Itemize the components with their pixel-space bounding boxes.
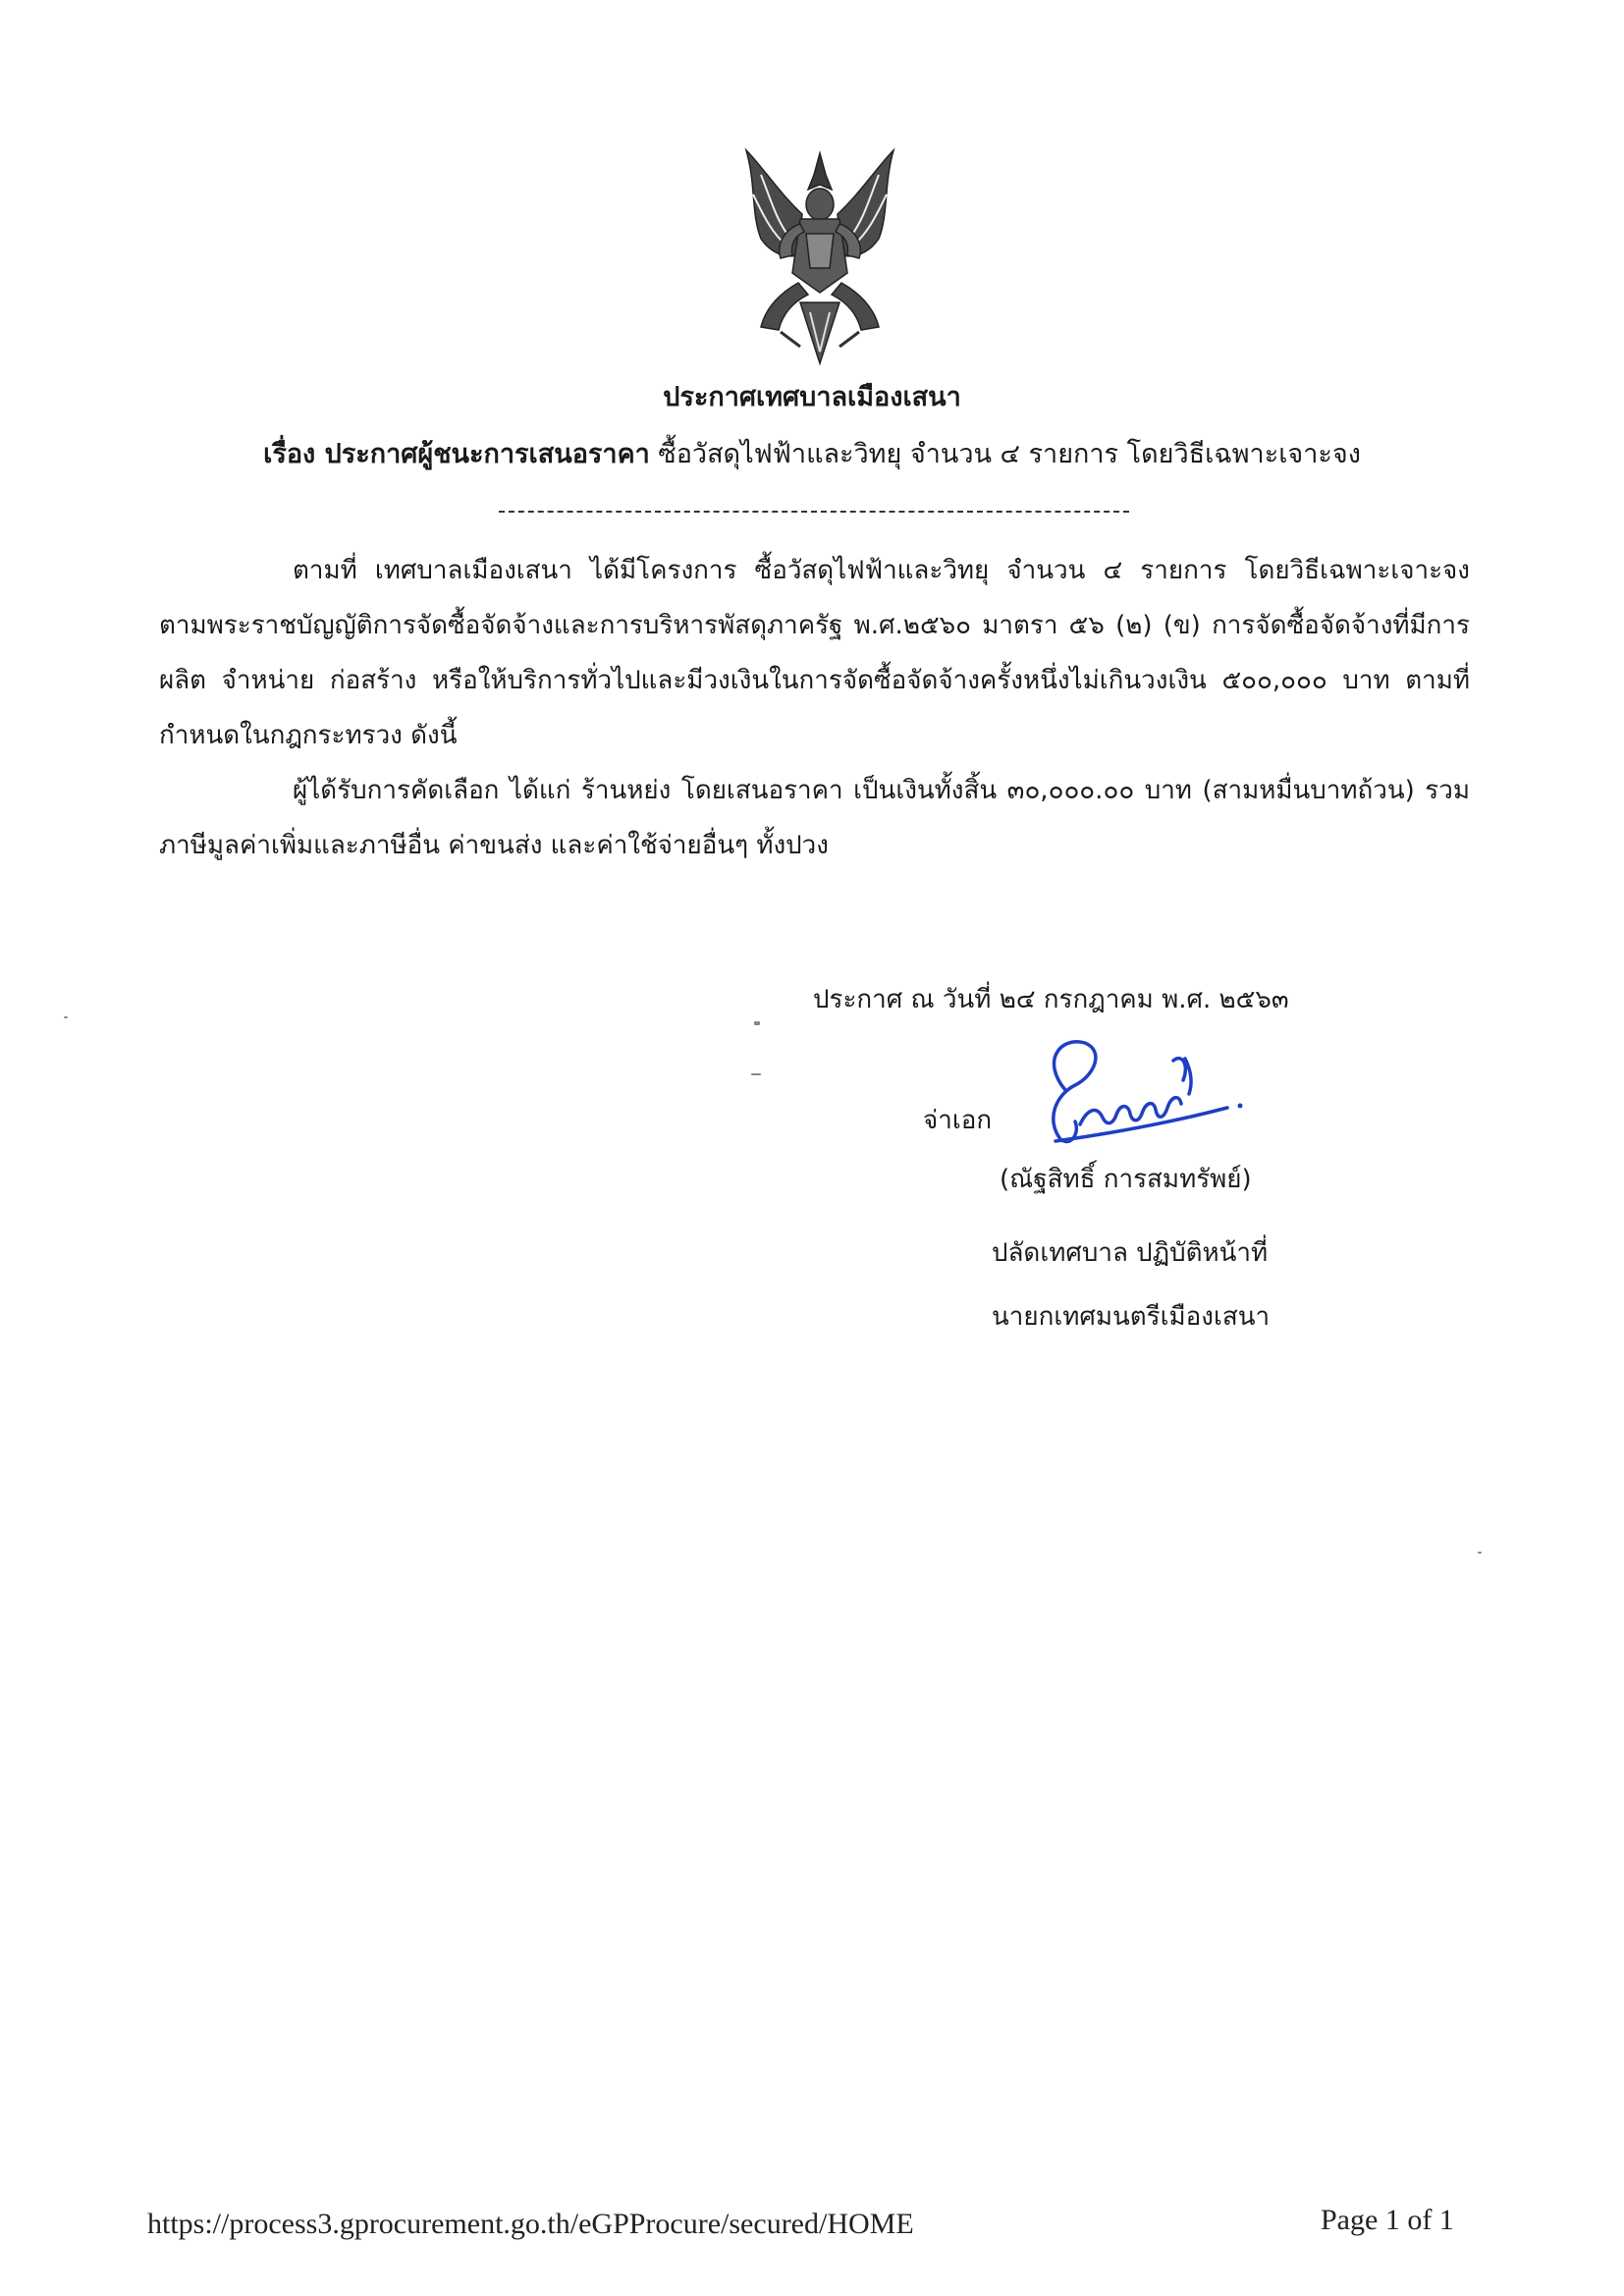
scan-speck <box>751 1073 761 1075</box>
signatory-rank: จ่าเอก <box>923 1106 993 1135</box>
scan-speck <box>64 1016 68 1018</box>
signatory-name: (ณัฐสิทธิ์ การสมทรัพย์) <box>1000 1165 1252 1194</box>
body-paragraph-1: ตามที่ เทศบาลเมืองเสนา ได้มีโครงการ ซื้อวัสดุไฟฟ้าและวิทยุ จำนวน ๔ รายการ โดยวิธีเฉพาะเจาะจง ตามพระราชบัญญัติการจัดซื้อจัดจ้างและการบริหารพัสดุภาครัฐ พ.ศ.๒๕๖๐ มาตรา ๕๖ (๒) (ข) การจัดซื้อจัดจ้างที่มีการผลิต จำหน่าย ก่อสร้าง หรือให้บริการทั่วไปและมีวงเงินในการจัดซื้อจัดจ้างครั้งหนึ่งไม่เกินวงเงิน ๕๐๐,๐๐๐ บาท ตามที่กำหนดในกฎกระทรวง ดังนี้ <box>159 556 1470 750</box>
divider <box>499 511 1129 513</box>
subject-detail: ซื้อวัสดุไฟฟ้าและวิทยุ จำนวน ๔ รายการ โดยวิธีเฉพาะเจาะจง <box>649 439 1361 469</box>
signatory-position-2: นายกเทศมนตรีเมืองเสนา <box>992 1302 1271 1332</box>
garuda-emblem-icon <box>722 145 918 366</box>
announcement-subject <box>0 432 1624 474</box>
announcement-date: ประกาศ ณ วันที่ ๒๔ กรกฎาคม พ.ศ. ๒๕๖๓ <box>813 985 1289 1014</box>
scan-speck <box>754 1021 760 1025</box>
subject-lead: เรื่อง ประกาศผู้ชนะการเสนอราคา <box>263 439 650 469</box>
page-number: Page 1 of 1 <box>1321 2204 1454 2236</box>
signatory-position-1: ปลัดเทศบาล ปฏิบัติหน้าที่ <box>992 1238 1269 1268</box>
scan-speck <box>1478 1552 1482 1554</box>
footer-url: https://process3.gprocurement.go.th/eGPProcure/secured/HOME <box>147 2208 914 2240</box>
body-paragraph-2: ผู้ได้รับการคัดเลือก ได้แก่ ร้านหย่ง โดยเสนอราคา เป็นเงินทั้งสิ้น ๓๐,๐๐๐.๐๐ บาท (สามหมื่นบาทถ้วน) รวมภาษีมูลค่าเพิ่มและภาษีอื่น ค่าขนส่ง และค่าใช้จ่ายอื่นๆ ทั้งปวง <box>159 776 1470 860</box>
handwritten-signature <box>1026 1031 1252 1159</box>
announcement-title: ประกาศเทศบาลเมืองเสนา <box>663 382 961 412</box>
